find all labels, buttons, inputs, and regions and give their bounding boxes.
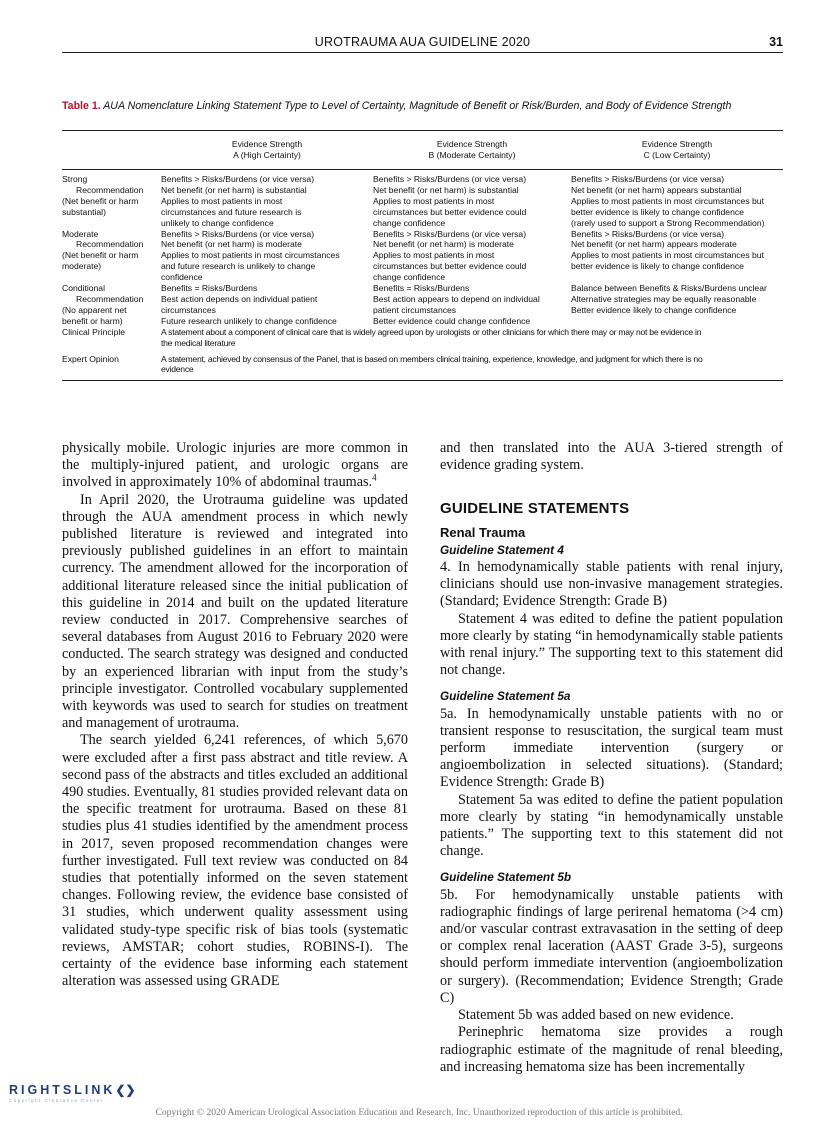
guideline-statement-heading: Guideline Statement 4 <box>440 542 564 557</box>
table-label: Table 1. <box>62 100 101 112</box>
evidence-table <box>62 130 783 381</box>
row-label-clinical-principle: Clinical Principle <box>62 326 126 337</box>
page-number: 31 <box>769 35 783 49</box>
cell-conditional-a: Benefits = Risks/Burdens Best action depends on individual patient circumstances Future research unlikely to change confidence <box>161 283 337 326</box>
rightslink-logo-subtitle: Copyright Clearance Center <box>9 1098 104 1103</box>
header-grade-b: Evidence Strength B (Moderate Certainty) <box>428 139 516 160</box>
rightslink-arrow-icon: ❮❯ <box>115 1083 136 1097</box>
running-head <box>62 35 783 51</box>
paragraph: Statement 5a was edited to define the patient population more clearly by stating “in hemodynamically unstable patients.” The supporting text to this statement did not change. <box>440 791 783 860</box>
table-row-strong <box>62 170 783 229</box>
guideline-statement-heading: Guideline Statement 5a <box>440 689 571 704</box>
guideline-statement-heading: Guideline Statement 5b <box>440 870 572 885</box>
cell-strong-b: Benefits > Risks/Burdens (or vice versa) Net benefit (or net harm) is substantial Applies to most patients in most circumstances but better evidence could change confidence <box>373 174 527 228</box>
paragraph: Perinephric hematoma size provides a rough radiographic estimate of the magnitude of renal bleeding, and increasing hematoma size has been incrementally <box>440 1024 783 1075</box>
cell-strong-a: Benefits > Risks/Burdens (or vice versa) Net benefit (or net harm) is substantial Applies to most patients in most circumstances and future research is unlikely to change confidence <box>161 174 315 228</box>
header-grade-c: Evidence Strength C (Low Certainty) <box>641 139 713 160</box>
guideline-statement-text: 5b. For hemodynamically unstable patients with radiographic findings of large perirenal hematoma (>4 cm) and/or vascular contrast extravasation in the setting of deep or complex renal laceration (AAST Grade 3-5), surgeons should perform immediate intervention (angioembolization or surgery). (Recommendation; Evidence Strength; Grade C) <box>440 886 783 1006</box>
cell-expert-opinion: A statement, achieved by consensus of the Panel, that is based on members clinical training, experience, knowledge, and judgment for which there is no evidence <box>161 353 703 375</box>
rightslink-logo <box>9 1081 136 1105</box>
table-row-clinical-principle <box>62 327 783 349</box>
cell-moderate-c: Benefits > Risks/Burdens (or vice versa) Net benefit (or net harm) appears moderate Applies to most patients in most circumstances but better evidence is likely to change confidence <box>571 228 764 272</box>
guideline-statement-text: 4. In hemodynamically stable patients with renal injury, clinicians should use non-invasive management strategies. (Standard; Evidence Strength: Grade B) <box>440 559 783 610</box>
table-caption-text: AUA Nomenclature Linking Statement Type to Level of Certainty, Magnitude of Benefit or Risk/Burden, and Body of Evidence Strength <box>103 100 732 112</box>
cell-strong-c: Benefits > Risks/Burdens (or vice versa) Net benefit (or net harm) appears substantial Applies to most patients in most circumstances but better evidence is likely to change confidence (rarely used to support a Strong Recommendation) <box>571 174 765 228</box>
body-left-column <box>62 440 408 991</box>
paragraph: Statement 5b was added based on new evidence. <box>458 1007 734 1024</box>
cell-moderate-b: Benefits > Risks/Burdens (or vice versa) Net benefit (or net harm) is moderate Applies to most patients in most circumstances but better evidence could change confidence <box>373 228 527 283</box>
row-label-expert-opinion: Expert Opinion <box>62 353 119 364</box>
paragraph: physically mobile. Urologic injuries are more common in the multiply-injured patient, and urologic organs are involved in approximately 10% of abdominal traumas.$^4$ <box>62 440 408 491</box>
subsection-heading: Renal Trauma <box>440 524 526 540</box>
table-row-expert-opinion <box>62 354 783 376</box>
cell-conditional-c: Balance between Benefits & Risks/Burdens unclear Alternative strategies may be equally reasonable Better evidence likely to change confidence <box>571 283 767 315</box>
paragraph: Statement 4 was edited to define the patient population more clearly by stating “in hemodynamically stable patients with renal injury.” The supporting text to this statement did not change. <box>440 610 783 679</box>
paragraph: and then translated into the AUA 3-tiered strength of evidence grading system. <box>440 440 783 474</box>
table-row-conditional <box>62 283 783 327</box>
cell-conditional-b: Benefits = Risks/Burdens Best action appears to depend on individual patient circumstances Better evidence could change confidence <box>373 283 540 326</box>
section-heading: GUIDELINE STATEMENTS <box>440 500 630 518</box>
paragraph: In April 2020, the Urotrauma guideline was updated through the AUA amendment process in which newly published literature is reviewed and integrated into previously published guidelines in an effort to maintain currency. The amendment allowed for the incorporation of additional literature released since the initial publication of this guideline in 2014 and built on the updated literature review conducted in 2017. Comprehensive searches of several databases from August 2016 to February 2020 were conducted. The search strategy was designed and conducted by an experienced librarian with input from the study’s principle investigator. Controlled vocabulary supplemented with keywords was used to search for studies on treatment and management of urotrauma. <box>62 491 408 732</box>
table-caption <box>62 99 783 113</box>
rightslink-logo-text: RIGHTSLINK <box>9 1083 116 1097</box>
body-right-column <box>440 440 783 1076</box>
guideline-statement-text: 5a. In hemodynamically unstable patients with no or transient response to resuscitation, the surgical team must perform immediate intervention (surgery or angioembolization in selected situations). (Standard; Evidence Strength: Grade B) <box>440 705 783 791</box>
journal-running-title: UROTRAUMA AUA GUIDELINE 2020 <box>314 35 531 49</box>
row-label-moderate: Moderate Recommendation (Net benefit or harm moderate) <box>62 228 144 272</box>
table-header-row <box>62 131 783 169</box>
paragraph: The search yielded 6,241 references, of which 5,670 were excluded after a first pass abstract and title review. A second pass of the abstracts and titles excluded an additional 490 studies. Eventually, 81 studies provided relevant data on the specific treatment for urotrauma. Based on these 81 studies plus 41 studies identified by the amendment process in 2017, seven proposed recommendation changes were further investigated. Full text review was conducted on 84 studies that potentially informed on the seven statement changes. Following review, the evidence base consisted of 31 studies, which underwent quality assessment using validated study-type specific risk of bias tools (systematic reviews, AMSTAR; cohort studies, ROBINS-I). The certainty of the evidence base informing each statement alteration was assessed using GRADE <box>62 732 408 990</box>
row-label-strong: Strong Recommendation (Net benefit or harm substantial) <box>62 174 144 217</box>
cell-clinical-principle: A statement about a component of clinical care that is widely agreed upon by urologists or other clinicians for which there may or may not be evidence in the medical literature <box>161 326 702 348</box>
header-grade-a: Evidence Strength A (High Certainty) <box>231 139 303 160</box>
reference-marker: 4 <box>372 472 377 483</box>
copyright-footer: Copyright © 2020 American Urological Association Education and Research, Inc. Unauthorized reproduction of this article is prohibited. <box>155 1107 683 1118</box>
table-bottom-rule <box>62 380 783 381</box>
table-row-moderate <box>62 229 783 284</box>
cell-moderate-a: Benefits > Risks/Burdens (or vice versa) Net benefit (or net harm) is moderate Applies to most patients in most circumstances and future research is unlikely to change confidence <box>161 228 340 283</box>
header-rule <box>62 52 783 53</box>
row-label-conditional: Conditional Recommendation (No apparent net benefit or harm) <box>62 283 144 326</box>
